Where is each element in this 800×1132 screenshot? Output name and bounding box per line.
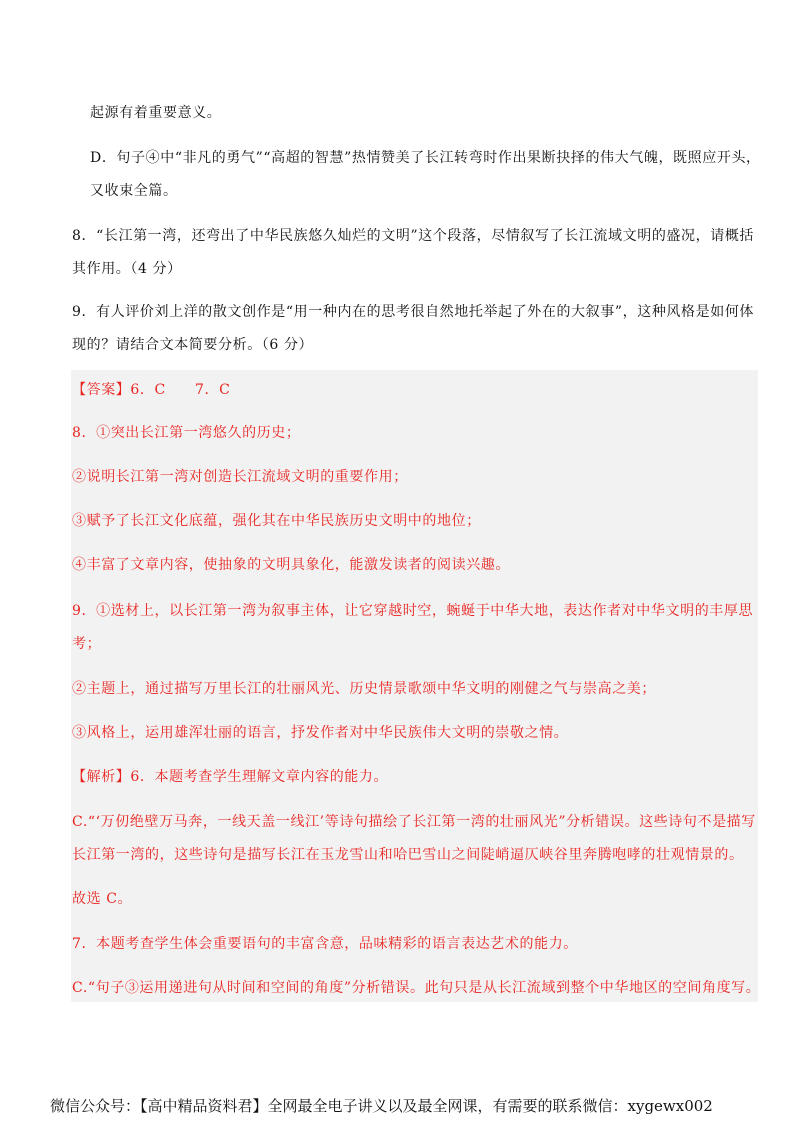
answer-header: 【答案】6．C 7．C xyxy=(72,382,231,398)
answer-9-item-3: ③风格上，运用雄浑壮丽的语言，抒发作者对中华民族伟大文明的崇敬之情。 xyxy=(72,725,569,741)
answer-9-item-1-line1: 9．①选材上，以长江第一湾为叙事主体，让它穿越时空，蜿蜒于中华大地，表达作者对中华文明的丰厚思 xyxy=(72,603,754,619)
question-9-line2: 现的？请结合文本简要分析。（6 分） xyxy=(72,337,314,353)
analysis-7-line1: C.“句子③运用递进句从时间和空间的角度”分析错误。此句只是从长江流域到整个中华地区的空间角度写。 xyxy=(72,980,761,996)
analysis-6-choice: 故选 C。 xyxy=(72,891,133,907)
analysis-7-header: 7．本题考查学生体会重要语句的丰富含意，品味精彩的语言表达艺术的能力。 xyxy=(72,936,578,952)
question-8-line2: 其作用。（4 分） xyxy=(72,261,182,277)
analysis-header: 【解析】6．本题考查学生理解文章内容的能力。 xyxy=(72,769,389,785)
answer-9-item-2: ②主题上，通过描写万里长江的壮丽风光、历史情景歌颂中华文明的刚健之气与崇高之美； xyxy=(72,681,656,697)
analysis-6-line2: 长江第一湾的，这些诗句是描写长江在玉龙雪山和哈巴雪山之间陡峭逼仄峡谷里奔腾咆哮的壮观情景的。 xyxy=(72,847,744,863)
option-d-line1: D．句子④中“非凡的勇气”“高超的智慧”热情赞美了长江转弯时作出果断抉择的伟大气魄，既照应开头， xyxy=(90,150,761,166)
option-c-tail: 起源有着重要意义。 xyxy=(90,105,222,121)
answer-8-item-2: ②说明长江第一湾对创造长江流域文明的重要作用； xyxy=(72,469,408,485)
analysis-6-line1: C.“‘万仞绝壁万马奔，一线天盖一线江’等诗句描绘了长江第一湾的壮丽风光”分析错误。这些诗句不是描写 xyxy=(72,814,756,830)
answer-8-item-1: 8．①突出长江第一湾悠久的历史； xyxy=(72,425,301,441)
question-9-line1: 9．有人评价刘上洋的散文创作是“用一种内在的思考很自然地托举起了外在的大叙事”，这种风格是如何体 xyxy=(72,304,755,320)
answer-9-item-1-line2: 考； xyxy=(72,636,102,652)
answer-8-item-3: ③赋予了长江文化底蕴，强化其在中华民族历史文明中的地位； xyxy=(72,513,481,529)
footer-promo: 微信公众号：【高中精品资料君】全网最全电子讲义以及最全网课，有需要的联系微信：xygewx002 xyxy=(50,1097,713,1115)
answer-8-item-4: ④丰富了文章内容，使抽象的文明具象化，能激发读者的阅读兴趣。 xyxy=(72,557,510,573)
question-8-line1: 8．“长江第一湾，还弯出了中华民族悠久灿烂的文明”这个段落，尽情叙写了长江流域文明的盛况，请概括 xyxy=(72,228,755,244)
option-d-line2: 又收束全篇。 xyxy=(90,183,178,199)
